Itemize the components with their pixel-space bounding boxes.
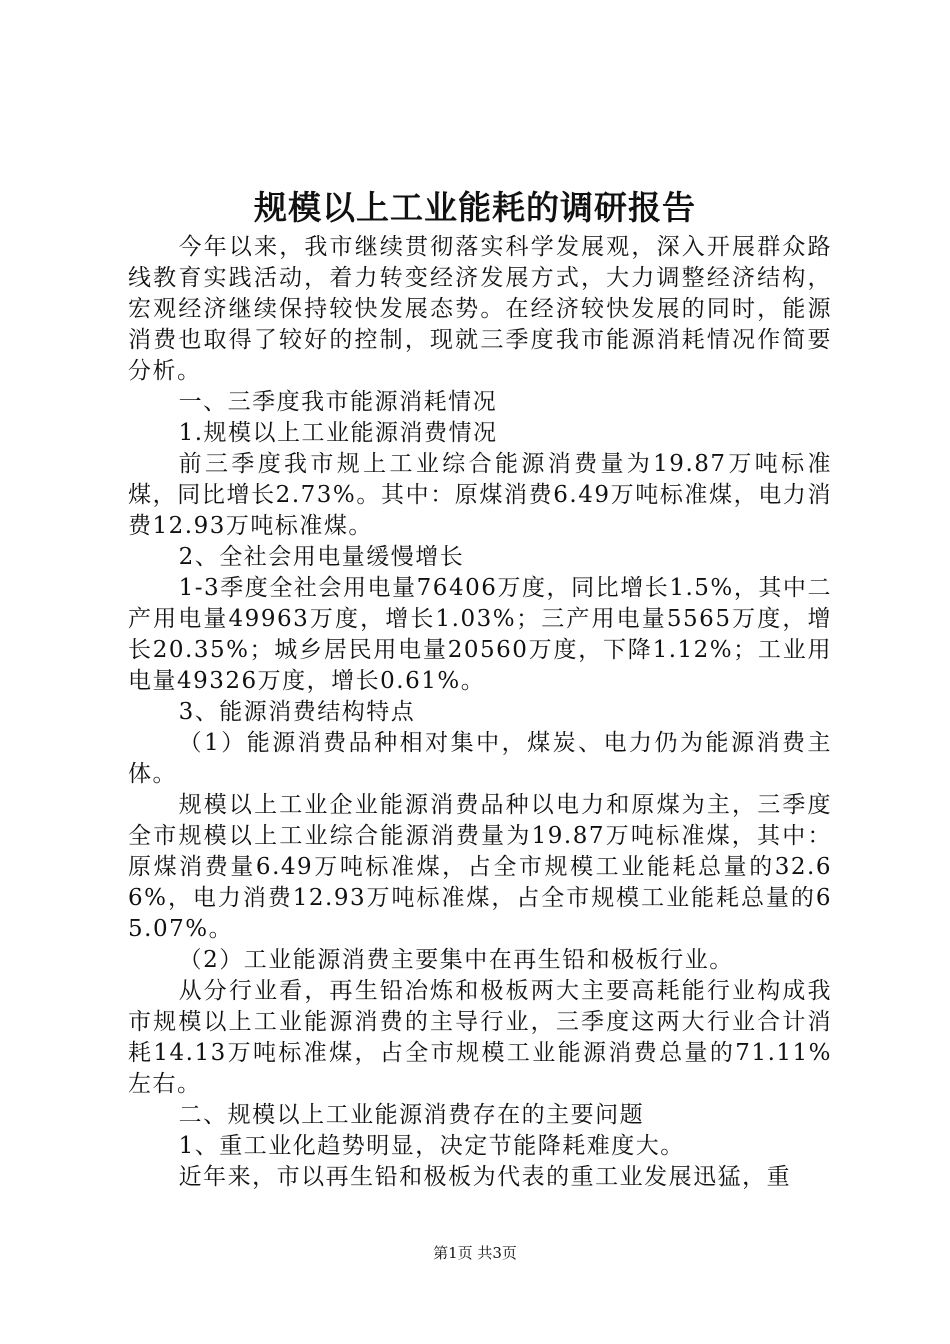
paragraph-intro: 今年以来，我市继续贯彻落实科学发展观，深入开展群众路线教育实践活动，着力转变经济发展方式，大力调整经济结构，宏观经济继续保持较快发展态势。在经济较快发展的同时，能源消费也取得了较好的控制，现就三季度我市能源消耗情况作简要分析。 [128, 234, 832, 384]
section-heading-1: 一、三季度我市能源消耗情况 [178, 389, 498, 415]
page-footer: 第1页 共3页 [433, 1244, 517, 1262]
paragraph-consumption-structure: 规模以上工业企业能源消费品种以电力和原煤为主，三季度全市规模以上工业综合能源消费量为19.87万吨标准煤，其中：原煤消费量6.49万吨标准煤，占全市规模工业能耗总量的32.66%，电力消费12.93万吨标准煤，占全市规模工业能耗总量的65.07%。 [128, 792, 832, 942]
subsection-heading-2-1: 1、重工业化趋势明显，决定节能降耗难度大。 [178, 1133, 685, 1159]
paragraph-industrial-consumption: 前三季度我市规上工业综合能源消费量为19.87万吨标准煤，同比增长2.73%。其中：原煤消费6.49万吨标准煤，电力消费12.93万吨标准煤。 [128, 451, 832, 539]
subsection-heading-1-1: 1.规模以上工业能源消费情况 [178, 420, 498, 446]
point-heading-1: （1）能源消费品种相对集中，煤炭、电力仍为能源消费主体。 [128, 730, 832, 787]
document-body [128, 232, 832, 1193]
section-heading-2: 二、规模以上工业能源消费存在的主要问题 [178, 1102, 645, 1128]
paragraph-industry-breakdown: 从分行业看，再生铅冶炼和极板两大主要高耗能行业构成我市规模以上工业能源消费的主导行业，三季度这两大行业合计消耗14.13万吨标准煤，占全市规模工业能源消费总量的71.11%左右。 [128, 978, 832, 1097]
point-heading-2: （2）工业能源消费主要集中在再生铅和极板行业。 [178, 947, 734, 973]
paragraph-heavy-industry: 近年来，市以再生铅和极板为代表的重工业发展迅猛，重 [178, 1164, 792, 1190]
subsection-heading-1-2: 2、全社会用电量缓慢增长 [178, 544, 465, 570]
document-title: 规模以上工业能耗的调研报告 [254, 188, 696, 227]
subsection-heading-1-3: 3、能源消费结构特点 [178, 699, 416, 725]
paragraph-electricity-usage: 1-3季度全社会用电量76406万度，同比增长1.5%，其中二产用电量49963万度，增长1.03%；三产用电量5565万度，增长20.35%；城乡居民用电量20560万度，下降1.12%；工业用电量49326万度，增长0.61%。 [128, 575, 832, 694]
